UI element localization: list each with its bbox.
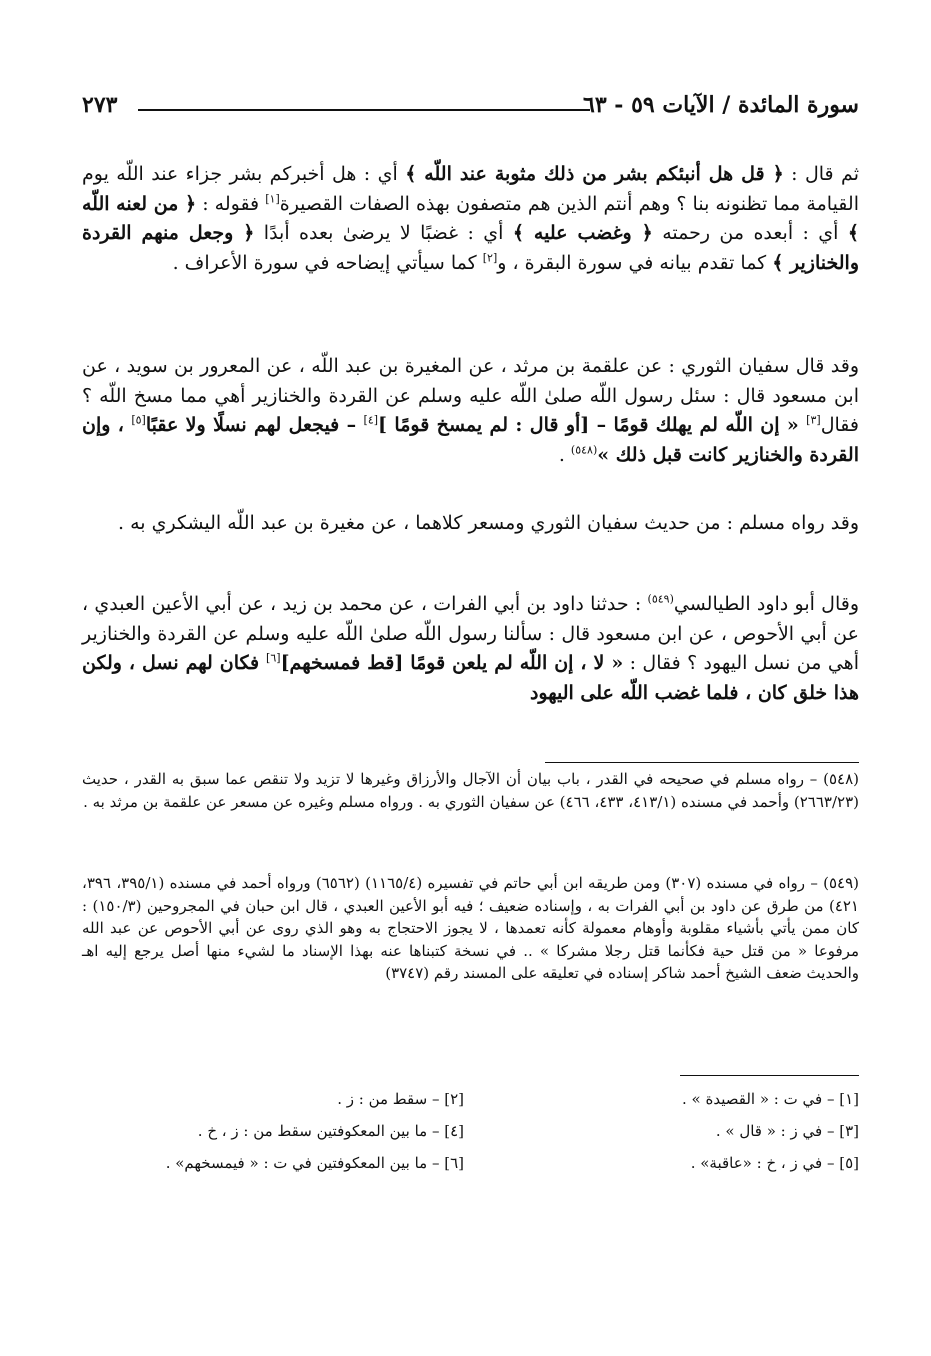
page-header bbox=[82, 92, 859, 128]
note-5: [٥] – في ز ، خ : «عاقبة» . bbox=[690, 1154, 859, 1172]
quran-quote: ﴿ من لعنه اللّه ﴾ bbox=[82, 192, 859, 244]
quran-quote: ﴿ وغضب عليه ﴾ bbox=[512, 222, 653, 244]
text: فقوله : bbox=[196, 192, 266, 215]
text: أي : غضبًا لا يرضىٰ بعده أبدًا bbox=[254, 222, 513, 244]
hadith-text: – فيجعل لهم نسلًا ولا عقبًا bbox=[145, 414, 364, 436]
footnote-text: (٥٤٩) – رواه في مسنده (٣٠٧) ومن طريقه ابن أبي حاتم في تفسيره (١١٦٥/٤) (٦٥٦٢) ورواه أحمد في مسنده (٣٩٥/١، ٣٩٦، ٤٢١) من طرق عن داود بن أبي الفرات به ، وإسناده ضعيف ؛ فيه أبو الأعين العبدي ، قال ابن حبان في المجروحين (١٥٠/٣) : كان ممن يأتي بأشياء مقلوبة وأوهام معمولة كأنه تعمدها ، لا يجوز الاحتجاج به وهو الذي روى عن أبي الأحوص عن عبد الله مرفوعا « من قتل حية فكأنما قتل رجلا مشركا » .. في نسخة كتبناها عنه بهذا الإسناد ما لشيء منها أصل يرجع إليه اهـ والحديث ضعف الشيخ أحمد شاكر إسناده في تعليقه على المسند رقم (٣٧٤٧) bbox=[82, 874, 859, 982]
footnote-ref: (٥٤٩) bbox=[647, 592, 674, 606]
text: كما سيأتي إيضاحه في سورة الأعراف . bbox=[172, 251, 483, 274]
note-6: [٦] – ما بين المعكوفتين في ت : « فيمسخهم» . bbox=[165, 1154, 464, 1172]
note-ref: [٤] bbox=[363, 413, 379, 427]
note-ref: [٢] bbox=[482, 251, 498, 265]
text: : حدثنا داود بن أبي الفرات ، عن محمد بن زيد ، عن أبي الأعين العبدي ، عن أبي الأحوص ، عن ابن مسعود قال : سألنا رسول اللّه صلىٰ اللّه عليه وسلم عن القردة والخنازير أهي من نسل اليهود ؟ فقال : bbox=[82, 593, 859, 674]
footnote-divider bbox=[545, 762, 859, 763]
paragraph-sufyan-hadith bbox=[82, 352, 859, 470]
note-ref: [٦] bbox=[266, 651, 281, 665]
page-number: ٢٧٣ bbox=[82, 92, 118, 118]
text: كما تقدم بيانه في سورة البقرة ، و bbox=[497, 251, 773, 274]
note-4: [٤] – ما بين المعكوفتين سقط من : ز ، خ . bbox=[197, 1122, 464, 1140]
hadith-text: فكان لهم نسل ، ولكن هذا خلق كان ، فلما غضب اللّه على اليهود bbox=[82, 652, 859, 704]
hadith-text: « إن اللّه لم يهلك قومًا – [أو قال : لم يمسخ قومًا ] bbox=[378, 414, 807, 436]
note-2: [٢] – سقط من : ز . bbox=[337, 1090, 464, 1108]
paragraph-muslim-narration bbox=[82, 509, 859, 539]
text: . bbox=[558, 443, 571, 466]
note-3: [٣] – في ز : « قال » . bbox=[715, 1122, 859, 1140]
notes-divider bbox=[680, 1075, 859, 1076]
text: وقال أبو داود الطيالسي bbox=[673, 593, 859, 615]
quran-quote: ﴿ وجعل منهم القردة والخنازير ﴾ bbox=[82, 222, 859, 274]
footnote-ref: (٥٤٨) bbox=[570, 443, 598, 457]
footnote-549 bbox=[82, 872, 859, 985]
hadith-text: « لا ، إن اللّه لم يلعن قومًا [قط فمسخهم] bbox=[280, 652, 624, 674]
hadith-text: ، وإن القردة والخنازير كانت قبل ذلك » bbox=[82, 414, 859, 466]
surah-title: سورة المائدة / الآيات ٥٩ - ٦٣ bbox=[583, 92, 859, 118]
text: وقد قال سفيان الثوري : عن علقمة بن مرثد ، عن المغيرة بن عبد اللّه ، عن المعرور بن سويد ، عن ابن مسعود قال : سئل رسول اللّه صلىٰ اللّه عليه وسلم عن القردة والخنازير أهي مما مسخ اللّه ؟ فقال bbox=[82, 355, 859, 436]
paragraph-tafsir-verse bbox=[82, 160, 859, 278]
text: أي : أبعده من رحمته bbox=[652, 222, 848, 244]
note-ref: [١] bbox=[265, 192, 280, 206]
text: ثم قال : bbox=[783, 163, 859, 185]
footnote-548 bbox=[82, 768, 859, 813]
header-rule bbox=[138, 109, 590, 111]
footnote-text: (٥٤٨) – رواه مسلم في صحيحه في القدر ، باب بيان أن الآجال والأرزاق وغيرها لا تزيد ولا تنقص عما سبق به القدر ، حديث (٢٦٦٣/٢٣) وأحمد في مسنده (٤١٣/١، ٤٣٣، ٤٦٦) عن سفيان الثوري به . ورواه مسلم وغيره عن مسعر عن علقمة بن مرثد به . bbox=[82, 770, 859, 811]
text: أي : هل أخبركم بشر جزاء عند اللّه يوم القيامة مما تظنونه بنا ؟ وهم أنتم الذين هم متصفون بهذه الصفات القصيرة bbox=[82, 163, 859, 215]
text: وقد رواه مسلم : من حديث سفيان الثوري ومسعر كلاهما ، عن مغيرة بن عبد اللّه اليشكري به . bbox=[118, 512, 859, 534]
note-ref: [٣] bbox=[806, 413, 821, 427]
note-ref: [٥] bbox=[131, 413, 146, 427]
note-1: [١] – في ت : « القصيدة » . bbox=[682, 1090, 859, 1108]
paragraph-tayalisi-hadith bbox=[82, 590, 859, 708]
quran-quote: ﴿ قل هل أنبئكم بشر من ذلك مثوبة عند اللّه ﴾ bbox=[405, 163, 784, 185]
